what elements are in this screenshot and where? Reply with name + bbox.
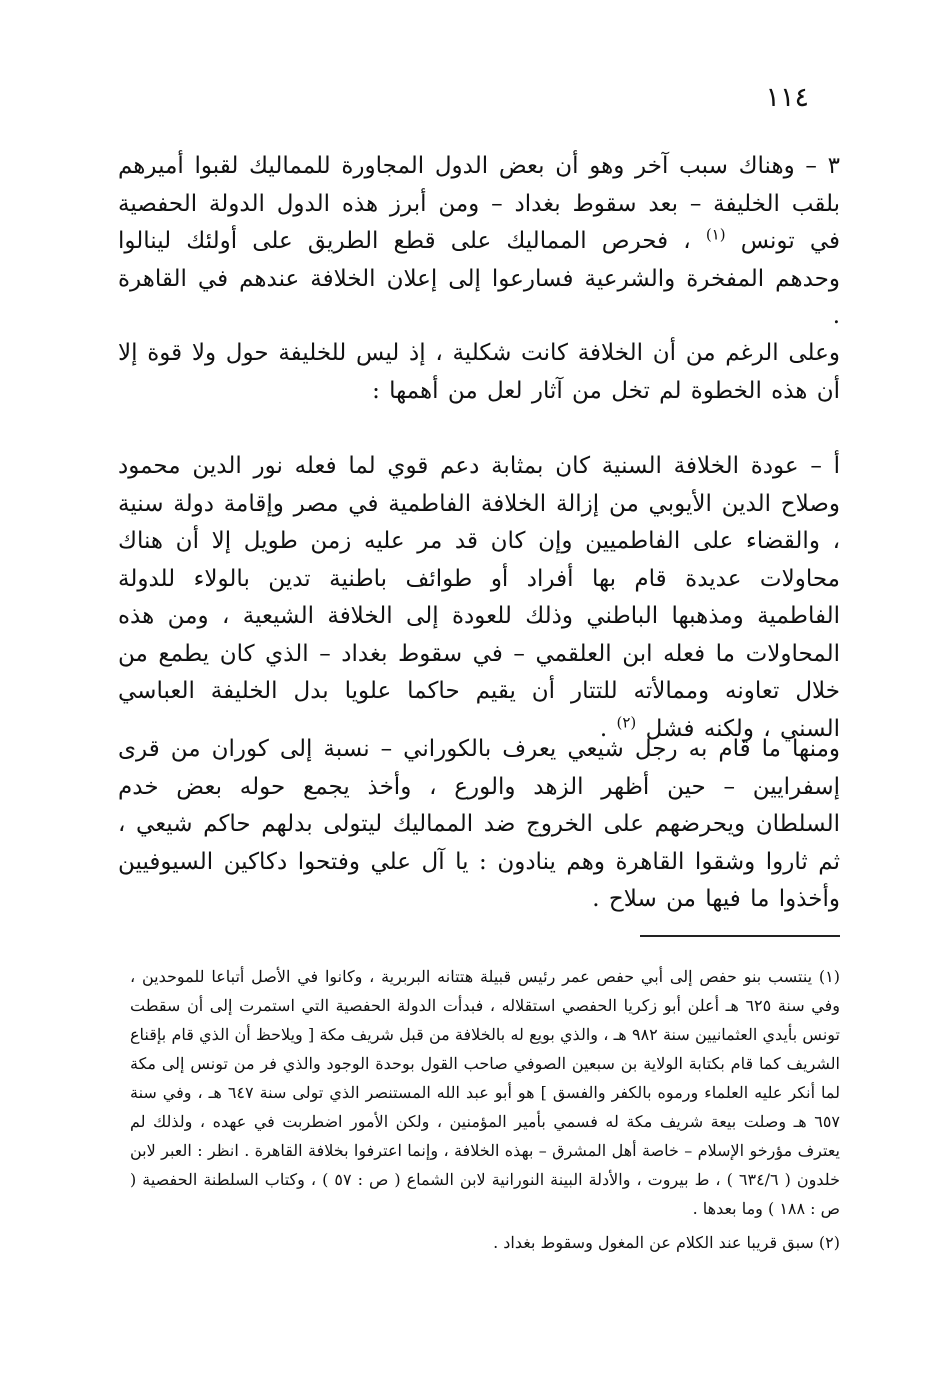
footnote-1: (١) ينتسب بنو حفص إلى أبي حفص عمر رئيس قبيلة هتتانه البربرية ، وكانوا في الأصل أتباعا للموحدين ، وفي سنة ٦٢٥ هـ أعلن أبو زكريا الحفصي استقلاله ، فبدأت الدولة الحفصية التي استمرت إلى أن سقطت تونس بأيدي العثمانيين سنة ٩٨٢ هـ ، والذي بويع له بالخلافة من قبل شريف مكة [ ويلاحظ أن الذي قام بإقناع الشريف كما قام بكتابة الولاية بن سبعين الصوفي صاحب القول بوحدة الوجود والذي فر من تونس إلى مكة لما أنكر عليه العلماء ورموه بالكفر والفسق ] هو أبو عبد الله المستنصر الذي تولى سنة ٦٤٧ هـ ، وفي سنة ٦٥٧ هـ وصلت بيعة شريف مكة له فسمي بأمير المؤمنين ، ولكن الأمور اضطربت في عهده ، ولذلك لم يعترف مؤرخو الإسلام – خاصة أهل المشرق – بهذه الخلافة ، وإنما اعترفوا بخلافة القاهرة . انظر : العبر لابن خلدون ( ٦٣٤/٦ ) ، ط بيروت ، والأدلة البينة النورانية لابن الشماع ( ص : ٥٧ ) ، وكتاب السلطنة الحفصية ( ص : ١٨٨ ) وما بعدها . xyxy=(130,967,841,1218)
paragraph-text: ٣ – وهناك سبب آخر وهو أن بعض الدول المجاورة للمماليك لقبوا أميرهم بلقب الخليفة – بعد سقوط بغداد – ومن أبرز هذه الدول الدولة الحفصية في تونس xyxy=(118,153,840,254)
paragraph-text: وعلى الرغم من أن الخلافة كانت شكلية ، إذ ليس للخليفة حول ولا قوة إلا أن هذه الخطوة لم تخل من آثار لعل من أهمها : xyxy=(118,340,840,404)
paragraph-sunni-caliphate xyxy=(118,448,840,748)
paragraph-text-continued: . xyxy=(599,715,617,742)
footnotes xyxy=(130,962,840,1257)
footnote-marker-1: (١) xyxy=(705,225,726,244)
paragraph-text: ومنها ما قام به رجل شيعي يعرف بالكوراني – نسبة إلى كوران من قرى إسفرايين – حين أظهر الزهد والورع ، وأخذ يجمع حوله بعض خدم السلطان ويحرضهم على الخروج ضد المماليك ليتولى بدلهم حاكم شيعي ، ثم ثاروا وشقوا القاهرة وهم ينادون : يا آل علي وفتحوا دكاكين السيوفيين وأخذوا ما فيها من سلاح . xyxy=(118,736,840,912)
page-number: ١١٤ xyxy=(765,82,809,113)
footnote-separator xyxy=(640,935,840,937)
paragraph-text-continued: ، فحرص المماليك على قطع الطريق على أولئك لينالوا وحدهم المفخرة والشرعية فسارعوا إلى إعلان الخلافة عندهم في القاهرة . xyxy=(118,228,840,329)
paragraph-third-reason xyxy=(118,148,840,336)
footnote-2: (٢) سبق قريبا عند الكلام عن المغول وسقوط بغداد . xyxy=(493,1233,840,1252)
footnote-marker-2: (٢) xyxy=(616,712,637,731)
paragraph-text: أ – عودة الخلافة السنية كان بمثابة دعم قوي لما فعله نور الدين محمود وصلاح الدين الأيوبي من إزالة الخلافة الفاطمية في مصر وإقامة دولة سنية ، والقضاء على الفاطميين وإن كان قد مر عليه زمن طويل إلا أن هناك محاولات عديدة قام بها أفراد أو طوائف باطنية تدين بالولاء للدولة الفاطمية ومذهبها الباطني وذلك للعودة إلى الخلافة الشيعية ، ومن هذه المحاولات ما فعله ابن العلقمي – في سقوط بغداد – الذي كان يطمع من خلال تعاونه وممالأته للتتار أن يقيم حاكما علويا بدل الخليفة العباسي السني ، ولكنه فشل xyxy=(118,453,840,742)
paragraph-caliphate-effects xyxy=(118,335,840,410)
paragraph-kurani-revolt xyxy=(118,731,840,919)
